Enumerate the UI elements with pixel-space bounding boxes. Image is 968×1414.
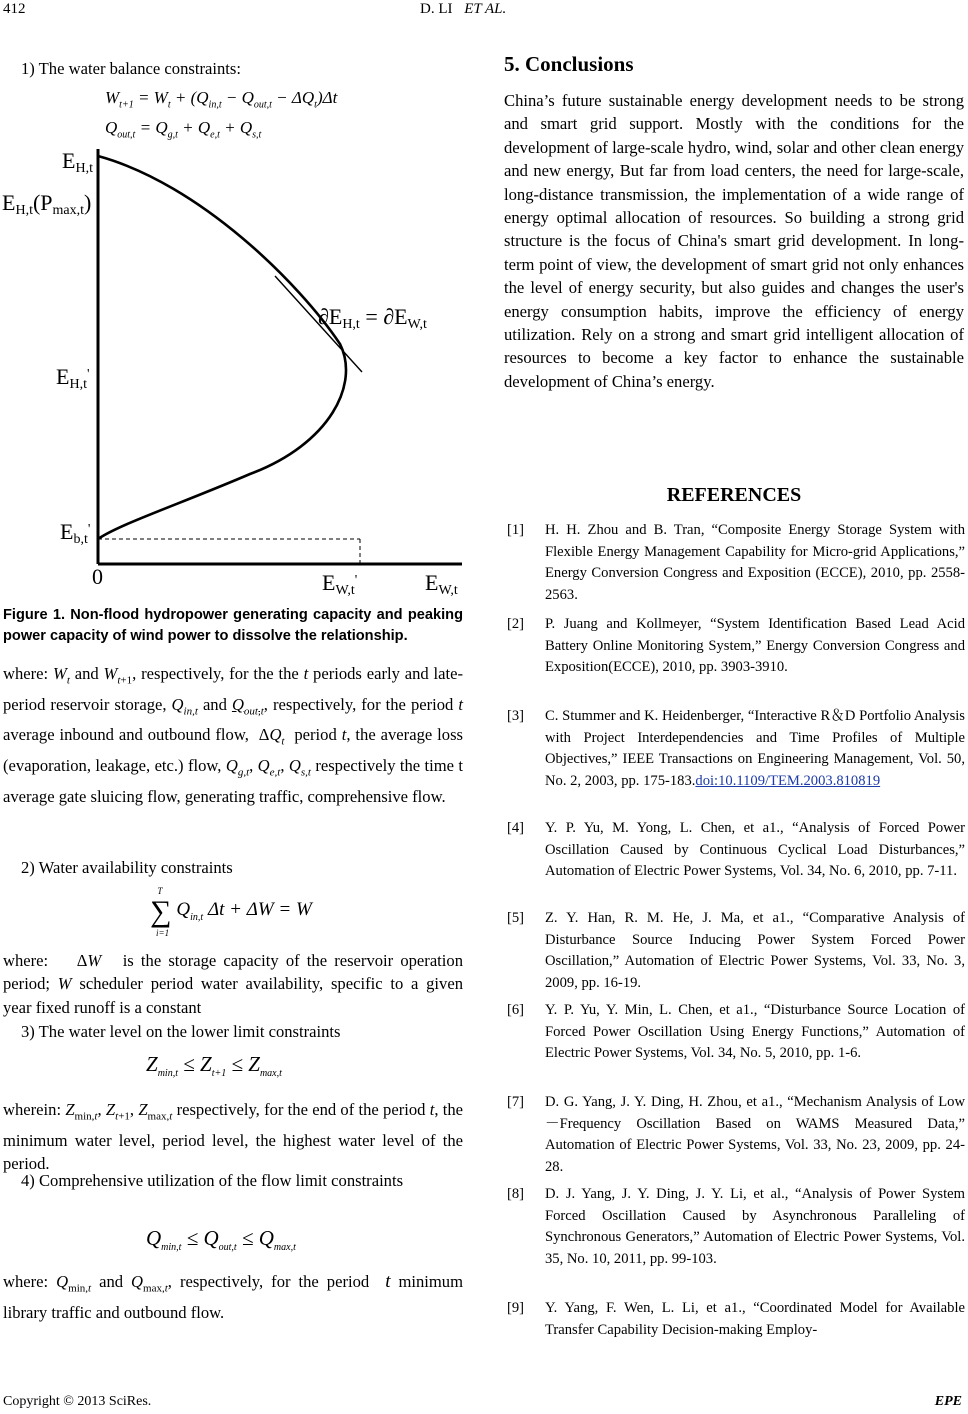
where-paragraph-4: where: $Q_{min,t}$ and $Q_{max,t}$, respectively, for the period t minimum library traffic and outbound flow.: [3, 1271, 464, 1322]
figure-1-caption: Figure 1. Non-flood hydropower generating capacity and peaking power capacity of wind power to dissolve the relationship.: [3, 607, 463, 644]
label-e-h-pmax: EH,t(Pmax,t): [2, 190, 92, 218]
reference-number: [2]: [507, 616, 525, 632]
water-availability-title: 2) Water availability constraints: [21, 858, 233, 877]
label-e-b-t-prime: Eb,t': [60, 519, 91, 547]
label-e-h-t: EH,t: [62, 148, 93, 176]
label-origin: 0: [92, 564, 103, 589]
reference-text: Z. Y. Han, R. M. He, J. Ma, et a1., “Comparative Analysis of Disturbance Source Inducing Power System Forced Power Oscillation,” Automation of Electric Power Systems, Vol. 33, No. 3, 2009, pp. 16-19.: [545, 910, 965, 991]
reference-number: [8]: [507, 1186, 525, 1202]
reference-item: [507, 614, 965, 679]
reference-text: Y. P. Yu, Y. Min, L. Chen, et a1., “Disturbance Source Location of Forced Power Oscillation Using Energy Functions,” Automation of Electric Power Systems, Vol. 34, No. 5, 2010, pp. 1-6.: [545, 1002, 965, 1062]
label-curve-derivative: ∂EH,t = ∂EW,t: [318, 304, 427, 332]
reference-text: C. Stummer and K. Heidenberger, “Interactive R＆D Portfolio Analysis with Project Interdependencies and Time Profiles of Multiple Objectives,” IEEE Transactions on Engineering Management, Vol. 50, No. 2, 2003, pp. 175-183.: [545, 708, 965, 789]
label-e-w-t-prime: EW,t': [322, 570, 358, 596]
reference-number: [4]: [507, 820, 525, 836]
reference-item: [507, 706, 965, 792]
header-et-al: ET AL.: [464, 1, 507, 17]
water-level-title: 3) The water level on the lower limit constraints: [21, 1022, 341, 1041]
doi-link[interactable]: doi:10.1109/TEM.2003.810819: [695, 772, 881, 789]
equation-water-level: $Z_{min,t} \le Z_{t+1} \le Z_{max,t}$: [146, 1052, 282, 1080]
reference-text: P. Juang and Kollmeyer, “System Identification Based Lead Acid Battery Online Monitoring System,” Energy Conversion Congress and Exposition(ECCE), 2010, pp. 3903-3910.: [545, 616, 965, 676]
running-header: [420, 1, 506, 18]
reference-item: [507, 1000, 965, 1065]
reference-item: [507, 1092, 965, 1178]
reference-number: [1]: [507, 522, 525, 538]
label-e-w-t: EW,t: [425, 570, 458, 596]
reference-text: Y. P. Yu, M. Yong, L. Chen, et a1., “Analysis of Forced Power Oscillation Caused by Continuous Cyclical Load Disturbances,” Automation of Electric Power Systems, Vol. 34, No. 6, 2010, pp. 7-11.: [545, 820, 965, 880]
reference-number: [9]: [507, 1300, 525, 1316]
reference-text: H. H. Zhou and B. Tran, “Composite Energy Storage System with Flexible Energy Management Capability for Micro-grid Applications,” Energy Conversion Congress and Exposition (ECCE), 2010, pp. 2558-2563.: [545, 522, 965, 603]
reference-item: [507, 1184, 965, 1270]
equation-water-balance: $W_{t+1} = W_t + (Q_{in,t} - Q_{out,t} - \Delta Q_t)\Delta t$: [105, 88, 338, 111]
reference-text-with-doi: [545, 706, 965, 792]
equation-flow-limit: $Q_{min,t} \le Q_{out,t} \le Q_{max,t}$: [146, 1226, 296, 1254]
where-paragraph-1: where: $W_t$ and $W_{t+1}$, respectively, for the the t periods early and late-period reservoir storage, $Q_{in,t}$ and $Q_{out,t}$, respectively, for the period t average inbound and outbound flow, $\Delta Q_t$ period t, the average loss (evaporation, leakage, etc.) flow, $Q_{g,t}$, $Q_{e,t}$, $Q_{s,t}$ respectively the time t average gate sluicing flow, generating traffic, comprehensive flow.: [3, 664, 464, 806]
figure-1-diagram: [0, 144, 468, 596]
where-paragraph-3: wherein: $Z_{min,t}$, $Z_{t+1}$, $Z_{max,t}$ respectively, for the end of the period t, the minimum water level, period level, the highest water level of the period.: [3, 1100, 463, 1174]
journal-abbrev: EPE: [934, 1394, 962, 1409]
reference-number: [7]: [507, 1094, 525, 1110]
reference-item: [507, 818, 965, 883]
reference-text: Y. Yang, F. Wen, L. Li, et a1., “Coordinated Model for Available Transfer Capability Decision-making Employ-: [545, 1300, 965, 1338]
reference-item: [507, 1298, 965, 1341]
reference-text: D. G. Yang, J. Y. Ding, H. Zhou, et a1., “Mechanism Analysis of Low－Frequency Oscillation Based on WAMS Measured Data,” Automation of Electric Power Systems, Vol. 33, No. 23, 2009, pp. 24-28.: [545, 1094, 965, 1175]
copyright: Copyright © 2013 SciRes.: [3, 1394, 152, 1409]
reference-number: [6]: [507, 1002, 525, 1018]
reference-number: [5]: [507, 910, 525, 926]
sum-index: i=1: [156, 928, 170, 938]
references-heading: REFERENCES: [666, 484, 802, 506]
conclusions-heading: 5. Conclusions: [504, 52, 634, 76]
label-e-h-t-prime: EH,t': [56, 364, 90, 392]
where-paragraph-2: where: ΔW is the storage capacity of the reservoir operation period; W scheduler period water availability, specific to a given year fixed runoff is a constant: [3, 951, 464, 1017]
equation-water-availability: $\sum^TQ_{in,t}$ Δt + ΔW = W: [150, 885, 312, 928]
equation-outflow: $Q_{out,t} = Q_{g,t} + Q_{e,t} + Q_{s,t}$: [105, 118, 262, 141]
header-authors: D. LI: [420, 1, 453, 17]
conclusions-paragraph: China’s future sustainable energy development needs to be strong and smart grid support. Mostly with the conditions for the development of large-scale hydro, wind, solar and other clean energy and new energy, But far from load centers, the need for large-scale, long-distance transmission, the implementation of a wide range of energy optimal allocation of resources. So building a strong grid structure is the focus of China's smart grid development. In long-term point of view, the development of smart grid not only enhances the level of energy security, but also guides and changes the user's energy consumption habits, improve the efficiency of energy utilization. Rely on a strong and smart grid intelligent allocation of resources to become a key factor to enhance the sustainable development of China’s energy.: [504, 91, 964, 391]
water-balance-title: 1) The water balance constraints:: [21, 59, 241, 78]
reference-text: D. J. Yang, J. Y. Ding, J. Y. Li, et al., “Analysis of Power System Forced Oscillation Caused by Asynchronous Paralleling of Synchronous Generators,” Automation of Electric Power Systems, Vol. 35, No. 10, 2011, pp. 99-103.: [545, 1186, 965, 1267]
reference-item: [507, 520, 965, 606]
page-number: 412: [3, 1, 26, 17]
flow-limit-title: 4) Comprehensive utilization of the flow limit constraints: [21, 1171, 404, 1190]
reference-number: [3]: [507, 708, 525, 724]
reference-item: [507, 908, 965, 994]
